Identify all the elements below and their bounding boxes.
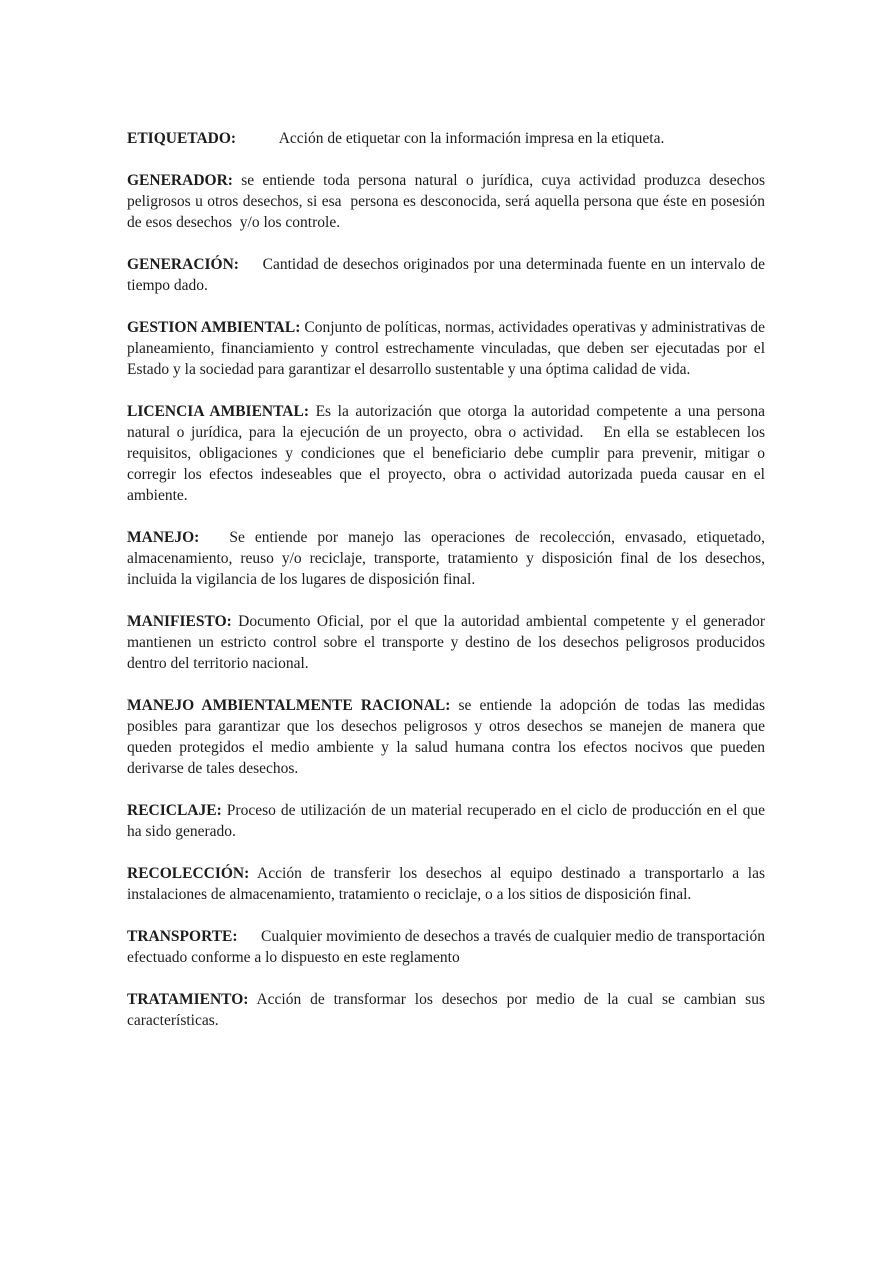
definition-paragraph [127,863,765,905]
definition-paragraph [127,401,765,506]
definition-text: Cantidad de desechos originados por una determinada fuente en un intervalo de tiempo dado. [127,256,765,294]
definition-paragraph [127,695,765,779]
definition-text: Cualquier movimiento de desechos a través de cualquier medio de transportación efectuado conforme a lo dispuesto en este reglamento [127,928,765,966]
definition-paragraph [127,254,765,296]
definition-text: Acción de transformar los desechos por medio de la cual se cambian sus características. [127,991,765,1029]
definition-term: GENERADOR: [127,172,233,189]
definition-text: Acción de etiquetar con la información impresa en la etiqueta. [236,130,665,147]
definition-paragraph [127,989,765,1031]
definition-term: MANEJO AMBIENTALMENTE RACIONAL: [127,697,451,714]
definition-term: RECICLAJE: [127,802,222,819]
definition-text: se entiende toda persona natural o jurídica, cuya actividad produzca desechos peligrosos u otros desechos, si esa persona es desconocida, será aquella persona que éste en posesión de esos desechos y/o los controle. [127,172,765,231]
definition-term: TRANSPORTE: [127,928,238,945]
definition-paragraph [127,527,765,590]
definition-term: GENERACIÓN: [127,256,239,273]
definition-text: Se entiende por manejo las operaciones de recolección, envasado, etiquetado, almacenamiento, reuso y/o reciclaje, transporte, tratamiento y disposición final de los desechos, incluida la vigilancia de los lugares de disposición final. [127,529,765,588]
definition-term: GESTION AMBIENTAL: [127,319,301,336]
definition-text: Proceso de utilización de un material recuperado en el ciclo de producción en el que ha sido generado. [127,802,765,840]
definition-text: Acción de transferir los desechos al equipo destinado a transportarlo a las instalaciones de almacenamiento, tratamiento o reciclaje, o a los sitios de disposición final. [127,865,765,903]
definition-paragraph [127,800,765,842]
definition-paragraph [127,317,765,380]
definition-text: Conjunto de políticas, normas, actividades operativas y administrativas de planeamiento, financiamiento y control estrechamente vinculadas, que deben ser ejecutadas por el Estado y la sociedad para garantizar el desarrollo sustentable y una óptima calidad de vida. [127,319,765,378]
definition-term: TRATAMIENTO: [127,991,249,1008]
definition-text: Documento Oficial, por el que la autoridad ambiental competente y el generador mantienen un estricto control sobre el transporte y destino de los desechos peligrosos producidos dentro del territorio nacional. [127,613,765,672]
definition-term: MANIFIESTO: [127,613,232,630]
definition-paragraph [127,611,765,674]
definition-term: MANEJO: [127,529,200,546]
definition-term: RECOLECCIÓN: [127,865,250,882]
definition-text: se entiende la adopción de todas las medidas posibles para garantizar que los desechos peligrosos y otros desechos se manejen de manera que queden protegidos el medio ambiente y la salud humana contra los efectos nocivos que pueden derivarse de tales desechos. [127,697,765,777]
definition-term: LICENCIA AMBIENTAL: [127,403,309,420]
definition-term: ETIQUETADO: [127,130,237,147]
definition-paragraph [127,170,765,233]
definition-text: Es la autorización que otorga la autoridad competente a una persona natural o jurídica, para la ejecución de un proyecto, obra o actividad. En ella se establecen los requisitos, obligaciones y condiciones que el beneficiario debe cumplir para prevenir, mitigar o corregir los efectos indeseables que el proyecto, obra o actividad autorizada pueda causar en el ambiente. [127,403,765,504]
definitions-list [127,128,765,1031]
definition-paragraph [127,926,765,968]
definition-paragraph [127,128,765,149]
